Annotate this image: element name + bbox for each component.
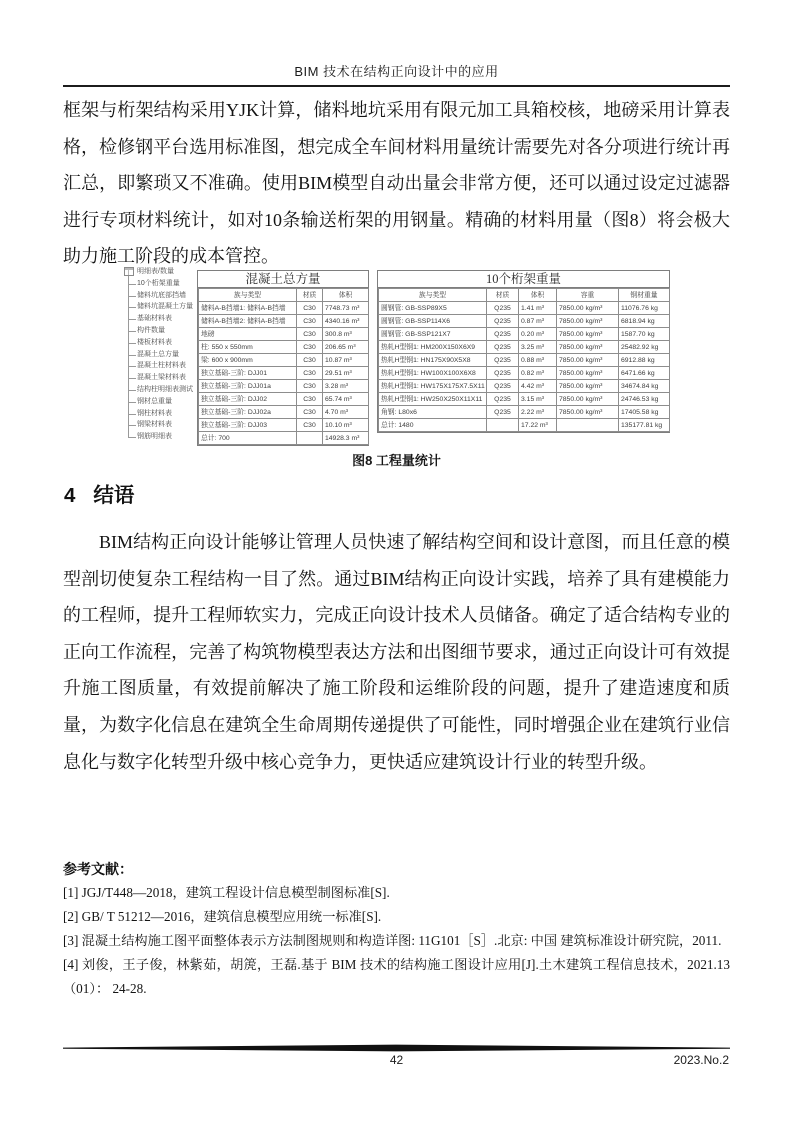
table-cell: C30	[297, 419, 323, 432]
table-cell: 1587.70 kg	[619, 328, 670, 341]
table-cell: 地磅	[199, 328, 297, 341]
table-cell: C30	[297, 302, 323, 315]
table-cell: Q235	[487, 328, 519, 341]
footer-issue-label: 2023.No.2	[673, 1053, 729, 1067]
truss-header-row	[379, 289, 670, 302]
body-paragraph-1: 框架与桁架结构采用YJK计算，储料地坑采用有限元加工具箱校核，地磅采用计算表格，检修钢平台选用标准图，想完成全车间材料用量统计需要先对各分项进行统计再汇总，即繁琐又不准确。使用BIM模型自动出量会非常方便，还可以通过设定过滤器进行专项材料统计，如对10条输送桁架的用钢量。精确的材料用量（图8）将会极大助力施工阶段的成本管控。	[63, 100, 730, 267]
tree-item: 钢筋明细表	[137, 431, 219, 443]
figure-caption: 图8 工程量统计	[352, 453, 441, 468]
table-cell: 7850.00 kg/m³	[557, 367, 619, 380]
table-cell: Q235	[487, 341, 519, 354]
table-cell: 储料A-B挡墙1: 储料A-B挡墙	[199, 302, 297, 315]
footer-rule	[63, 1044, 730, 1053]
table-cell: 独立基础-三阶: DJJ01	[199, 367, 297, 380]
column-header: 族与类型	[199, 289, 297, 302]
table-cell: 独立基础-三阶: DJJ03	[199, 419, 297, 432]
table-row	[199, 367, 369, 380]
concrete-table-title: 混凝土总方量	[198, 271, 368, 288]
table-cell: 总计: 1480	[379, 419, 487, 432]
column-header: 材质	[487, 289, 519, 302]
tree-item: 储料坑底部挡墙	[137, 290, 219, 302]
column-header: 体积	[323, 289, 369, 302]
table-cell: 65.74 m³	[323, 393, 369, 406]
reference-item: [1] JGJ/T448—2018，建筑工程设计信息模型制图标准[S].	[63, 885, 390, 900]
table-cell	[557, 419, 619, 432]
concrete-table	[198, 288, 369, 445]
table-cell: 7850.00 kg/m³	[557, 354, 619, 367]
table-cell: 储料A-B挡墙2: 储料A-B挡墙	[199, 315, 297, 328]
table-cell: 热轧H型钢1: HW250X250X11X11	[379, 393, 487, 406]
table-row	[379, 393, 670, 406]
body-paragraph-2: BIM结构正向设计能够让管理人员快速了解结构空间和设计意图，而且任意的模型剖切使复杂工程结构一目了然。通过BIM结构正向设计实践，培养了具有建模能力的工程师，提升工程师软实力，完成正向设计技术人员储备。确定了适合结构专业的正向工作流程，完善了构筑物模型表达方法和出图细节要求，通过正向设计可有效提升施工图质量，有效提前解决了施工阶段和运维阶段的问题，提升了建造速度和质量，为数字化信息在建筑全生命周期传递提供了可能性，同时增强企业在建筑行业信息化与数字化转型升级中核心竞争力，更快适应建筑设计行业的转型升级。	[63, 532, 730, 772]
table-cell: 4.42 m³	[519, 380, 557, 393]
running-head-title: BIM 技术在结构正向设计中的应用	[294, 64, 499, 79]
table-cell	[297, 432, 323, 445]
schedule-grid-icon	[124, 267, 134, 276]
truss-table	[378, 288, 670, 432]
table-row	[199, 315, 369, 328]
references-list	[63, 881, 730, 1001]
table-cell: 柱: 550 x 550mm	[199, 341, 297, 354]
table-row	[379, 380, 670, 393]
tree-item: 储料坑混凝土方量	[137, 301, 219, 313]
table-row	[199, 393, 369, 406]
table-cell: 热轧H型钢1: HW100X100X6X8	[379, 367, 487, 380]
table-row	[199, 406, 369, 419]
table-row	[379, 341, 670, 354]
tree-item: 钢柱材料表	[137, 408, 219, 420]
truss-table-title: 10个桁架重量	[378, 271, 669, 288]
header-rule	[63, 85, 730, 87]
table-cell: 独立基础-三阶: DJJ02a	[199, 406, 297, 419]
total-row	[379, 419, 670, 432]
table-row	[199, 419, 369, 432]
table-cell: C30	[297, 406, 323, 419]
table-row	[379, 354, 670, 367]
table-cell: 热轧H型钢1: HM200X150X6X9	[379, 341, 487, 354]
table-cell: 4.70 m³	[323, 406, 369, 419]
table-cell	[487, 419, 519, 432]
table-cell: 17.22 m³	[519, 419, 557, 432]
table-cell: 角钢: L80x6	[379, 406, 487, 419]
table-cell: 0.82 m³	[519, 367, 557, 380]
tree-item: 基础材料表	[137, 313, 219, 325]
table-cell: Q235	[487, 354, 519, 367]
table-cell: 25482.92 kg	[619, 341, 670, 354]
table-cell: 圆钢管: GB-SSP121X7	[379, 328, 487, 341]
tree-item: 10个桁架重量	[137, 278, 219, 290]
table-cell: 7748.73 m³	[323, 302, 369, 315]
reference-item: [3] 混凝土结构施工图平面整体表示方法制图规则和构造详图: 11G101［S］.北京: 中国 建筑标准设计研究院，2011.	[63, 933, 722, 948]
table-cell: 10.87 m³	[323, 354, 369, 367]
column-header: 材质	[297, 289, 323, 302]
table-row	[199, 341, 369, 354]
table-cell: 0.88 m³	[519, 354, 557, 367]
table-cell: 24746.53 kg	[619, 393, 670, 406]
table-cell: C30	[297, 393, 323, 406]
table-cell: 10.10 m³	[323, 419, 369, 432]
table-cell: Q235	[487, 393, 519, 406]
table-cell: Q235	[487, 302, 519, 315]
table-row	[379, 367, 670, 380]
table-cell: 206.65 m³	[323, 341, 369, 354]
concrete-schedule-table	[197, 270, 369, 446]
section-title: 结语	[93, 484, 135, 507]
table-row	[199, 302, 369, 315]
table-cell: 梁: 600 x 900mm	[199, 354, 297, 367]
table-cell: 2.22 m³	[519, 406, 557, 419]
table-cell: 3.25 m³	[519, 341, 557, 354]
table-cell: 1.41 m³	[519, 302, 557, 315]
table-row	[379, 406, 670, 419]
table-cell: C30	[297, 380, 323, 393]
tree-item: 混凝土柱材料表	[137, 360, 219, 372]
table-cell: 3.28 m³	[323, 380, 369, 393]
tree-item: 钢梁材料表	[137, 419, 219, 431]
total-row	[199, 432, 369, 445]
tree-item: 构件数量	[137, 325, 219, 337]
tree-item: 混凝土梁材料表	[137, 372, 219, 384]
reference-item: [2] GB/ T 51212—2016，建筑信息模型应用统一标准[S].	[63, 909, 382, 924]
figure-screenshot	[124, 264, 670, 454]
concrete-header-row	[199, 289, 369, 302]
column-header: 族与类型	[379, 289, 487, 302]
table-row	[379, 315, 670, 328]
table-cell: C30	[297, 328, 323, 341]
section-heading	[64, 478, 134, 508]
table-cell: 7850.00 kg/m³	[557, 380, 619, 393]
column-header: 容重	[557, 289, 619, 302]
table-cell: 3.15 m³	[519, 393, 557, 406]
table-cell: 14928.3 m³	[323, 432, 369, 445]
table-cell: 0.87 m³	[519, 315, 557, 328]
table-cell: 圆钢管: GB-SSP89X5	[379, 302, 487, 315]
table-row	[199, 354, 369, 367]
table-cell: Q235	[487, 315, 519, 328]
table-row	[379, 328, 670, 341]
table-cell: C30	[297, 354, 323, 367]
tree-item: 钢材总重量	[137, 396, 219, 408]
footer-page-number: 42	[389, 1053, 404, 1067]
column-header: 体积	[519, 289, 557, 302]
table-row	[199, 328, 369, 341]
table-cell: 11076.76 kg	[619, 302, 670, 315]
table-cell: 7850.00 kg/m³	[557, 328, 619, 341]
truss-schedule-table	[377, 270, 670, 433]
table-cell: 6471.66 kg	[619, 367, 670, 380]
table-cell: 独立基础-三阶: DJJ01a	[199, 380, 297, 393]
table-cell: Q235	[487, 367, 519, 380]
table-cell: 34674.84 kg	[619, 380, 670, 393]
tree-item: 楼板材料表	[137, 337, 219, 349]
tree-item: 混凝土总方量	[137, 349, 219, 361]
table-cell: 6912.88 kg	[619, 354, 670, 367]
tree-item: 结构柱明细表测试	[137, 384, 219, 396]
table-cell: 圆钢管: GB-SSP114X6	[379, 315, 487, 328]
table-cell: 热轧H型钢1: HW175X175X7.5X11	[379, 380, 487, 393]
table-cell: 独立基础-三阶: DJJ02	[199, 393, 297, 406]
column-header: 钢材重量	[619, 289, 670, 302]
table-cell: 300.8 m³	[323, 328, 369, 341]
table-cell: 17405.58 kg	[619, 406, 670, 419]
table-cell: 6818.94 kg	[619, 315, 670, 328]
table-cell: C30	[297, 367, 323, 380]
table-cell: 总计: 700	[199, 432, 297, 445]
table-row	[379, 302, 670, 315]
reference-item: [4] 刘俊，王子俊，林紫茹，胡箎，王磊.基于 BIM 技术的结构施工图设计应用[J].土木建筑工程信息技术，2021.13（01）： 24-28.	[63, 957, 730, 996]
table-cell: Q235	[487, 380, 519, 393]
table-cell: 7850.00 kg/m³	[557, 393, 619, 406]
table-cell: 4340.16 m³	[323, 315, 369, 328]
table-cell: 0.20 m³	[519, 328, 557, 341]
table-cell: 热轧H型钢1: HN175X90X5X8	[379, 354, 487, 367]
tree-root-label: 明细表/数量	[137, 268, 174, 275]
table-cell: 7850.00 kg/m³	[557, 302, 619, 315]
table-cell: 29.51 m³	[323, 367, 369, 380]
table-cell: C30	[297, 315, 323, 328]
table-cell: 7850.00 kg/m³	[557, 406, 619, 419]
references-heading: 参考文献：	[63, 861, 133, 877]
table-cell: 7850.00 kg/m³	[557, 341, 619, 354]
table-cell: 135177.81 kg	[619, 419, 670, 432]
table-row	[199, 380, 369, 393]
table-cell: C30	[297, 341, 323, 354]
table-cell: 7850.00 kg/m³	[557, 315, 619, 328]
table-cell: Q235	[487, 406, 519, 419]
section-number: 4	[64, 484, 76, 507]
